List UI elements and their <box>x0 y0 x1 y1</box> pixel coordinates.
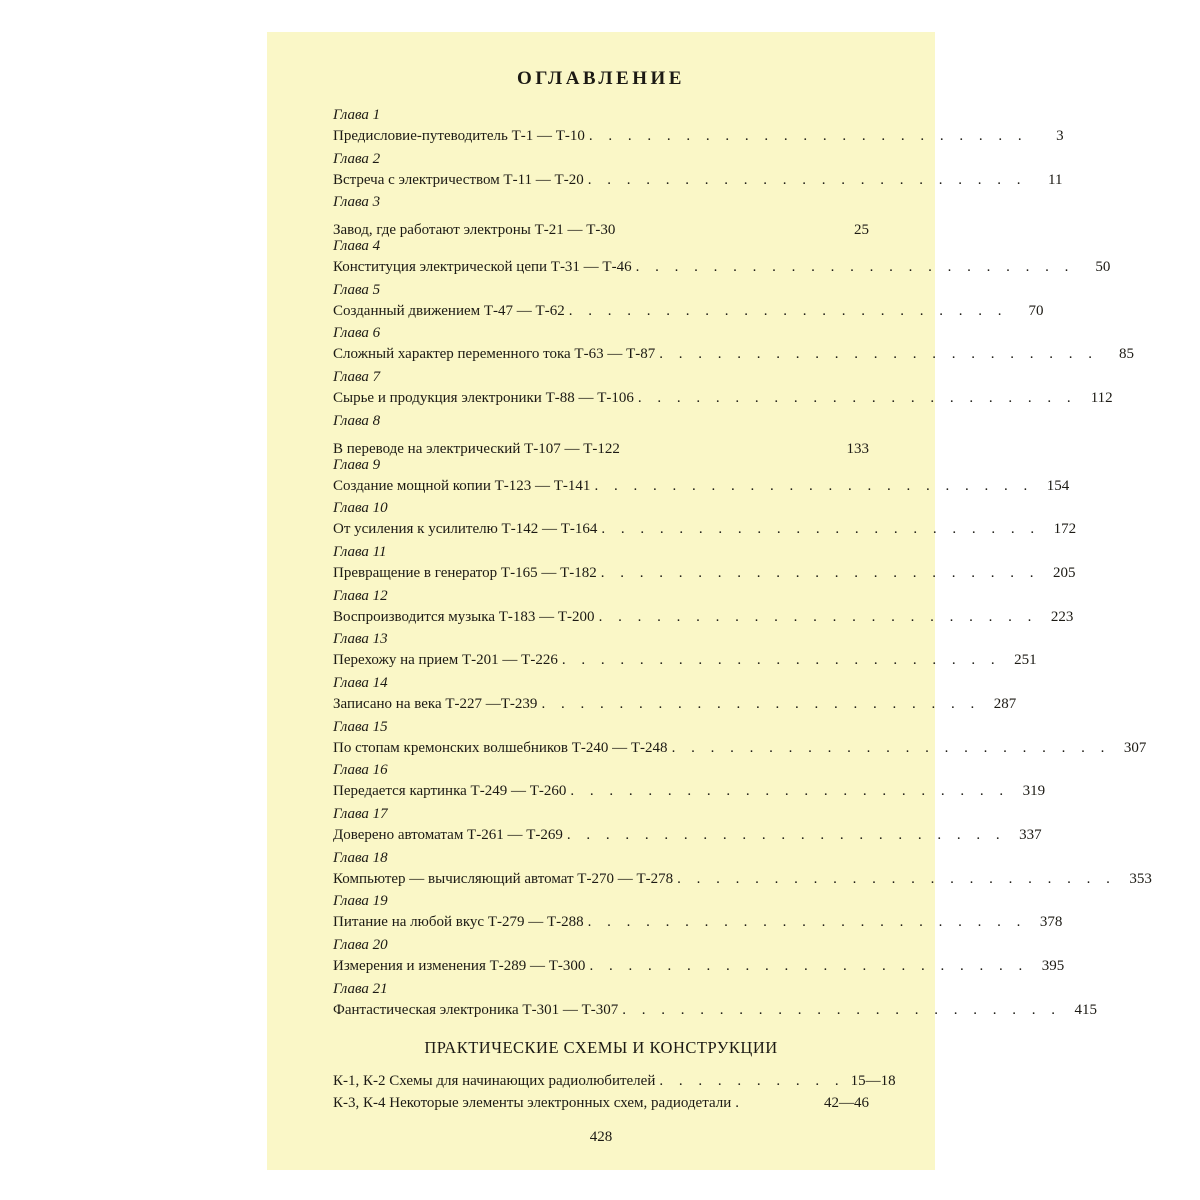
entry-page: 353 <box>1129 870 1152 887</box>
toc-entry <box>333 980 1097 1024</box>
toc-entry <box>333 237 1111 281</box>
toc-entry <box>333 324 1135 368</box>
entry-line <box>333 780 1046 802</box>
entry-title: Встреча с электричеством Т-11 — Т-20 <box>333 171 584 188</box>
toc-entry <box>333 106 1064 150</box>
entry-line <box>333 955 1065 977</box>
practical-list <box>333 1070 896 1114</box>
toc-entry <box>333 150 1063 194</box>
chapter-label: Глава 3 <box>333 194 381 211</box>
entry-title: Сырье и продукция электроники Т-88 — Т-106 <box>333 390 634 407</box>
toc-entry <box>333 936 1065 980</box>
entry-line <box>333 606 1074 628</box>
dot-leader: . . . . . . . . . . <box>659 1073 845 1089</box>
toc-entry <box>333 761 1046 805</box>
entry-page: 15—18 <box>850 1073 896 1089</box>
toc-entry <box>333 849 1152 893</box>
chapter-label: Глава 2 <box>333 150 381 167</box>
entry-title: Доверено автоматам Т-261 — Т-269 <box>333 827 563 843</box>
chapter-label: Глава 20 <box>333 937 388 954</box>
chapter-label: Глава 8 <box>333 412 381 429</box>
toc-entry <box>333 281 1044 325</box>
entry-line <box>333 693 1017 715</box>
entry-line <box>333 256 1111 278</box>
toc-entry <box>333 368 1113 412</box>
entry-title: Создание мощной копии Т-123 — Т-141 <box>333 477 591 494</box>
entry-page: 70 <box>1028 302 1044 319</box>
dot-leader: . . . . . . . . . . . . . . . . . . . . . . . <box>568 302 1008 319</box>
toc-entry <box>333 412 869 456</box>
chapter-label: Глава 13 <box>333 631 388 648</box>
dot-leader: . . . . . . . . . . . . . . . . . . . . . . . <box>635 259 1075 276</box>
entry-line <box>333 125 1064 147</box>
toc-entry <box>333 892 1063 936</box>
entry-title: К-3, К-4 Некоторые элементы электронных схем, радиодетали <box>333 1095 732 1111</box>
entry-line <box>333 824 1042 846</box>
entry-line <box>333 562 1076 584</box>
chapter-label: Глава 7 <box>333 369 381 386</box>
entry-page: 112 <box>1090 390 1113 407</box>
dot-leader: . . . . . . . . . . . . . . . . . . . . . . . <box>587 914 1027 931</box>
entry-page: 319 <box>1022 783 1046 800</box>
toc-entry <box>333 543 1076 587</box>
entry-line <box>333 343 1135 365</box>
entry-page: 251 <box>1014 652 1037 669</box>
entry-page: 172 <box>1053 521 1077 538</box>
entry-page: 3 <box>1056 128 1064 144</box>
entry-page: 205 <box>1052 564 1076 581</box>
chapter-label: Глава 16 <box>333 762 388 779</box>
dot-leader: . . . . . . . . . . . . . . . . . . . . . . . <box>541 695 981 712</box>
practical-section-heading: ПРАКТИЧЕСКИЕ СХЕМЫ И КОНСТРУКЦИИ <box>424 1038 778 1057</box>
toc-entry <box>333 630 1037 674</box>
entry-line <box>333 999 1097 1021</box>
chapter-label: Глава 9 <box>333 456 381 473</box>
toc-entry <box>333 674 1017 718</box>
dot-leader: . . . . . . . . . . . . . . . . . . . . . . . <box>671 739 1111 756</box>
entry-line <box>333 518 1077 540</box>
dot-leader: . . . . . . . . . . . . . . . . . . . . . . . <box>594 477 1034 494</box>
dot-leader: . . . . . . . . . . . . . . . . . . . . . . . <box>601 521 1041 538</box>
entry-title: Воспроизводится музыка Т-183 — Т-200 <box>333 608 595 625</box>
entry-page: 337 <box>1019 827 1042 843</box>
chapter-label: Глава 12 <box>333 587 388 604</box>
entry-page: 25 <box>854 222 869 239</box>
chapter-list <box>333 106 1152 1023</box>
dot-leader: . . . . . . . . . . . . . . . . . . . . . . . <box>566 827 1006 843</box>
toc-entry <box>333 718 1147 762</box>
chapter-label: Глава 21 <box>333 980 388 997</box>
entry-title: Завод, где работают электроны Т-21 — Т-30 <box>333 222 616 239</box>
entry-page: 42—46 <box>824 1095 869 1111</box>
entry-page: 85 <box>1119 346 1135 363</box>
chapter-label: Глава 1 <box>333 107 381 123</box>
entry-line <box>333 868 1152 890</box>
dot-leader: . . . . . . . . . . . . . . . . . . . . . . . <box>622 1001 1061 1018</box>
entry-title: Питание на любой вкус Т-279 — Т-288 <box>333 914 584 931</box>
entry-title: Перехожу на прием Т-201 — Т-226 <box>333 652 558 669</box>
dot-leader <box>619 212 833 234</box>
entry-line <box>333 737 1147 759</box>
dot-leader <box>624 431 833 453</box>
entry-line <box>333 649 1037 671</box>
book-page <box>267 32 1152 1170</box>
entry-page: 395 <box>1041 958 1065 975</box>
dot-leader: . . . . . . . . . . . . . . . . . . . . . . . <box>598 608 1038 625</box>
toc-entry <box>333 456 1070 500</box>
entry-page: 223 <box>1050 608 1074 625</box>
entry-title: Превращение в генератор Т-165 — Т-182 <box>333 564 597 581</box>
dot-leader: . . . . . . . . . . . . . . . . . . . . . . . <box>588 128 1028 144</box>
entry-page: 154 <box>1046 477 1070 494</box>
entry-title: Предисловие-путеводитель Т-1 — Т-10 <box>333 128 585 144</box>
entry-title: Созданный движением Т-47 — Т-62 <box>333 302 565 319</box>
dot-leader: . . . . . . . . . . . . . . . . . . . . . . . <box>637 390 1077 407</box>
entry-page: 11 <box>1048 171 1063 188</box>
entry-page: 415 <box>1074 1001 1097 1018</box>
entry-title: Записано на века Т-227 —Т-239 <box>333 695 538 712</box>
chapter-label: Глава 11 <box>333 543 387 560</box>
page-number: 428 <box>589 1129 613 1145</box>
entry-page: 133 <box>846 440 869 457</box>
entry-line <box>333 911 1063 933</box>
chapter-label: Глава 17 <box>333 806 388 822</box>
entry-line <box>333 169 1063 191</box>
dot-leader: . . . . . . . . . . . . . . . . . . . . . . . <box>561 652 1001 669</box>
entry-page: 378 <box>1039 914 1063 931</box>
entry-page: 307 <box>1123 739 1147 756</box>
entry-title: Сложный характер переменного тока Т-63 — Т-87 <box>333 346 656 363</box>
entry-page: 287 <box>993 695 1017 712</box>
dot-leader: . . . . . . . . . . . . . . . . . . . . . . . <box>659 346 1099 363</box>
dot-leader: . <box>735 1095 746 1111</box>
toc-entry <box>333 499 1077 543</box>
toc-entry <box>333 587 1074 631</box>
entry-title: В переводе на электрический Т-107 — Т-122 <box>333 440 620 457</box>
chapter-label: Глава 10 <box>333 500 388 517</box>
dot-leader: . . . . . . . . . . . . . . . . . . . . . . . <box>589 958 1029 975</box>
entry-title: К-1, К-2 Схемы для начинающих радиолюбителей <box>333 1073 656 1089</box>
chapter-label: Глава 19 <box>333 893 388 910</box>
dot-leader: . . . . . . . . . . . . . . . . . . . . . . . <box>600 564 1040 581</box>
toc-entry <box>333 193 869 237</box>
toc-title: ОГЛАВЛЕНИЕ <box>517 68 685 89</box>
entry-title: От усиления к усилителю Т-142 — Т-164 <box>333 521 598 538</box>
chapter-label: Глава 14 <box>333 674 388 691</box>
entry-line <box>333 387 1113 409</box>
entry-title: Компьютер — вычисляющий автомат Т-270 — Т-278 <box>333 870 674 887</box>
dot-leader: . . . . . . . . . . . . . . . . . . . . . . . <box>570 783 1010 800</box>
entry-title: Фантастическая электроника Т-301 — Т-307 <box>333 1001 619 1018</box>
dot-leader: . . . . . . . . . . . . . . . . . . . . . . . <box>677 870 1116 887</box>
entry-line <box>333 300 1044 322</box>
entry-page: 50 <box>1095 259 1111 276</box>
chapter-label: Глава 5 <box>333 281 381 298</box>
practical-item <box>333 1092 869 1114</box>
chapter-label: Глава 4 <box>333 238 381 255</box>
chapter-label: Глава 15 <box>333 718 388 735</box>
chapter-label: Глава 18 <box>333 849 388 866</box>
chapter-label: Глава 6 <box>333 325 381 342</box>
entry-title: Измерения и изменения Т-289 — Т-300 <box>333 958 586 975</box>
entry-line <box>333 475 1070 497</box>
toc-entry <box>333 805 1042 849</box>
dot-leader: . . . . . . . . . . . . . . . . . . . . . . . <box>587 171 1027 188</box>
practical-item <box>333 1070 896 1092</box>
entry-title: Передается картинка Т-249 — Т-260 <box>333 783 567 800</box>
entry-title: Конституция электрической цепи Т-31 — Т-46 <box>333 259 632 276</box>
entry-title: По стопам кремонских волшебников Т-240 — Т-248 <box>333 739 668 756</box>
